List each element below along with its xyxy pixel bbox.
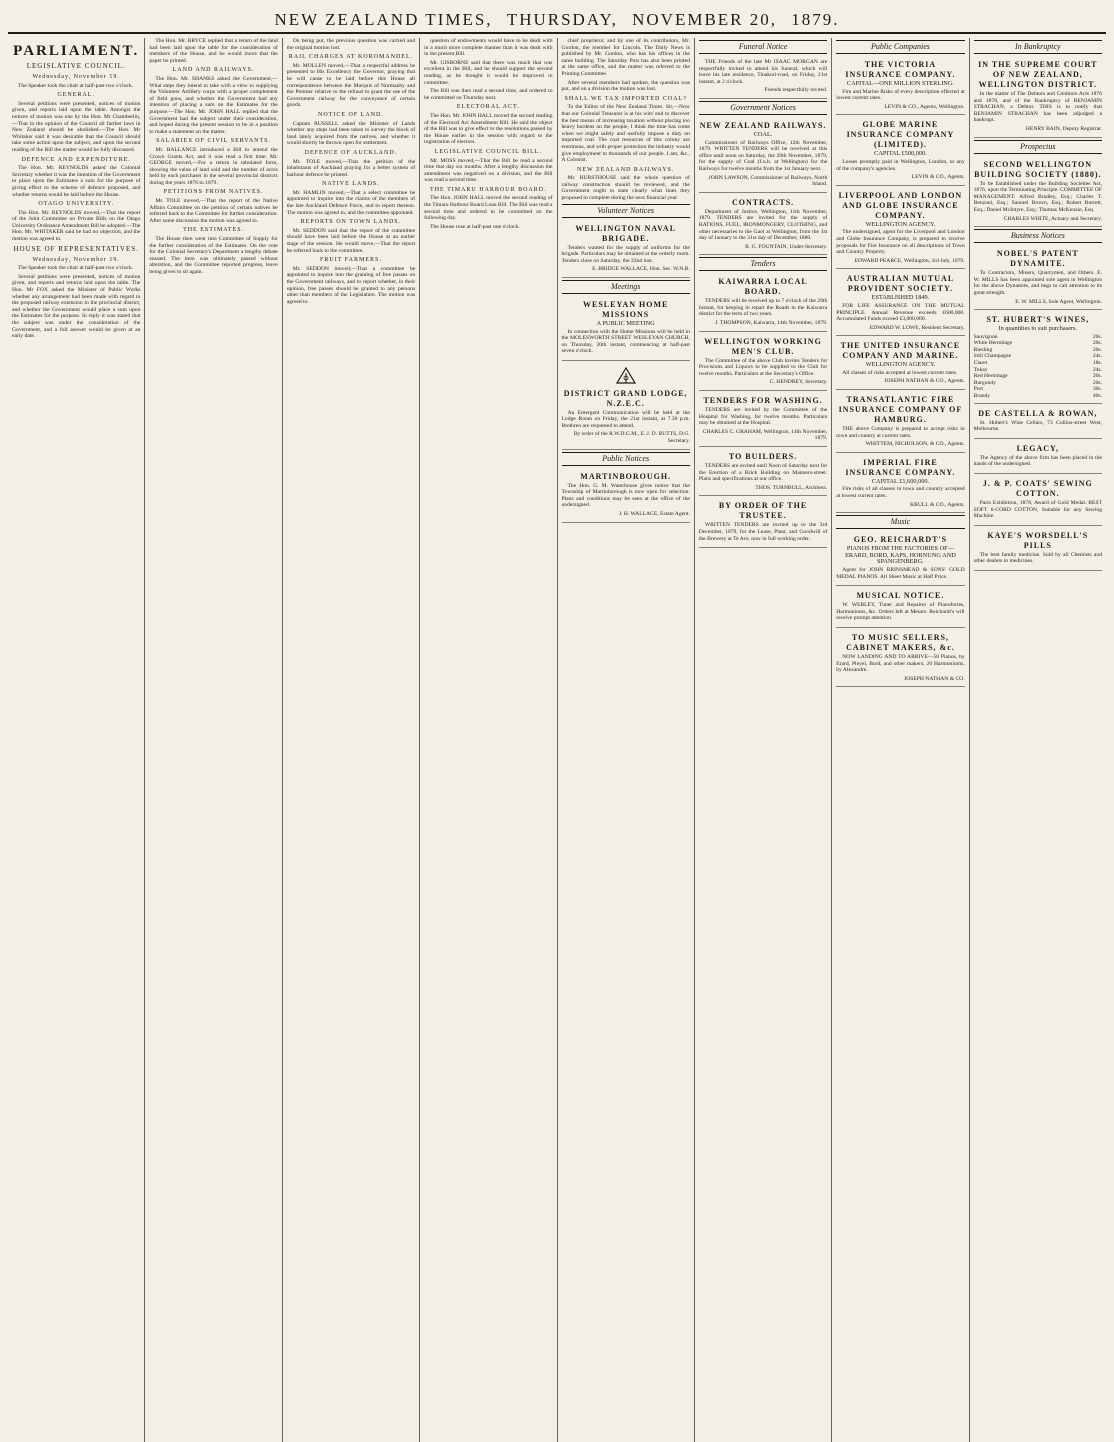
article-paragraph: Mr. TOLE moved,—That the report of the Native Affairs Committee on the petition of certain natives be referred back to the Committee for further consideration. After some discussion the motion was agreed to.: [149, 198, 278, 224]
house-heading: HOUSE OF REPRESENTATIVES.: [13, 244, 139, 253]
ad-title: THE VICTORIA INSURANCE COMPANY.: [845, 60, 956, 79]
wine-price: 24s.: [1092, 366, 1102, 373]
ad-subtitle: CAPITAL—ONE MILLION STERLING.: [846, 80, 954, 87]
article-paragraph: Mr. TOLE moved,—That the petition of the inhabitants of Auckland praying for a better system of harbour defence be printed.: [286, 158, 416, 178]
wine-price: 20s.: [1092, 373, 1102, 380]
section-heading: DEFENCE OF AUCKLAND.: [304, 149, 398, 156]
section-heading: THE TIMARU HARBOUR BOARD.: [430, 186, 547, 193]
ad-title: NEW ZEALAND RAILWAYS.: [699, 120, 827, 130]
ad-title: IMPERIAL FIRE INSURANCE COMPANY.: [845, 457, 956, 477]
column-7: [832, 38, 969, 1442]
ad-title: DE CASTELLA & ROWAN,: [978, 408, 1098, 418]
wine-price: 40s.: [1092, 393, 1102, 400]
article-paragraph: The Hon. Mr. JOHN HALL moved the second reading of the Electoral Act Amendment Bill. He said the object of the Bill was to give effect to the resolutions passed by the House earlier in the session with regard to the registration of electors.: [424, 112, 553, 146]
ad-title: WESLEYAN HOME MISSIONS: [582, 300, 669, 320]
column-4: [420, 38, 557, 1442]
article-paragraph: Mr. SEDDON moved,—That a committee be appointed to inquire into the granting of free passes on the Government railways, and to report whether, in their opinion, free passes should be granted to any persons other than members of the Legislature. The motion was agreed to.: [286, 265, 416, 305]
ad-subtitle: CAPITAL £500,000.: [874, 150, 927, 158]
working-mens-club-ad: [699, 334, 827, 391]
list-item: [974, 353, 1102, 360]
wine-name: Port: [973, 386, 983, 393]
ad-body: Tenders wanted for the supply of uniforms for the brigade. Particulars may be obtained at the orderly room. Tenders close on Saturday, the 22nd inst.: [561, 244, 690, 264]
ad-body: TENDERS will be received up to 7 o'clock of the 29th instant, for keeping in repair the Roads in the Kaiwarra district for the term of two years.: [698, 298, 828, 318]
ad-title: MUSICAL NOTICE.: [856, 591, 945, 601]
kayes-pills-ad: [974, 528, 1102, 571]
article-paragraph: Several petitions were presented, notices of motion given, and reports and returns laid upon the table. The Hon. Mr FOX asked the Minister of Public Works whether any arrangement had been made with regard to the proposed railway extension in the provincial district, and whether the Government would place a sum upon the Estimates for the purpose. In reply it was stated that the subject was under the consideration of the Government, and a full answer would be given at an early date.: [12, 273, 141, 340]
article-paragraph: The Hon. Mr. BRYCE replied that a return of the land had been laid upon the table for the consideration of members of the House, and he would move that the paper be printed.: [149, 38, 278, 64]
ad-body: The Committee of the above Club invites Tenders for Provisions and Liquors to be supplied to the Club for twelve months. Particulars at the Secretary's Office.: [698, 357, 828, 377]
masonic-emblem-icon: [562, 367, 690, 387]
column-8: [970, 38, 1106, 1442]
ad-body: Losses promptly paid in Wellington, London, or any of the company's agencies.: [836, 158, 965, 172]
victoria-insurance-ad: [836, 57, 964, 115]
prospectus-header: Prospectus: [974, 140, 1102, 154]
wine-name: Burgundy: [973, 379, 996, 386]
ad-body: St. Hubert's Wine Cellars, 73 Collins-street West, Melbourne.: [973, 419, 1102, 433]
ad-signature: HENRY BAIN, Deputy Registrar.: [1025, 125, 1102, 132]
ad-body: TENDERS are invited by the Committee of the Hospital for Washing, for twelve months. Particulars may be obtained at the Hospital.: [698, 407, 828, 427]
ad-body: Commissioner of Railways Office, 12th November, 1879. WRITTEN TENDERS will be received at this office until noon on Saturday, the 29th November, 1879, for the supply of Coal (f.o.b. at Wellington) for the Railways for twelve months from the 1st January next.: [698, 139, 828, 172]
ad-body: FOR LIFE ASSURANCE ON THE MUTUAL PRINCIPLE. Annual Revenue exceeds £600,000. Accumulated Funds exceed £3,000,000.: [836, 302, 965, 323]
ad-title: TO BUILDERS.: [728, 452, 798, 461]
article-paragraph: Mr. BALLANCE introduced a Bill to amend the Crown Grants Act, and it was read a first time. Mr. GEORGE moved,—For a return in tabulated form, showing the value of land sold and the number of acres held by each purchaser in the several provincial districts during the years 1876 to 1879.: [149, 146, 278, 186]
section-heading: NATIVE LANDS.: [322, 181, 380, 188]
martinborough-ad: [562, 469, 690, 523]
list-item: [974, 393, 1102, 400]
wine-name: Tokay: [973, 366, 988, 373]
article-paragraph: The Speaker took the chair at half-past two o'clock.: [18, 265, 134, 272]
ad-signature: R. G. FOUNTAIN, Under-Secretary.: [745, 243, 828, 250]
ad-title: LIVERPOOL AND LONDON AND GLOBE INSURANCE COMPANY.: [838, 190, 963, 220]
ad-signature: C. HENDREY, Secretary.: [769, 379, 828, 386]
ad-title: TENDERS FOR WASHING.: [703, 396, 823, 406]
ad-body: The best family medicine. Sold by all Chemists and other dealers in medicines.: [973, 551, 1102, 565]
section-heading: REPORTS ON TOWN LANDS.: [300, 219, 402, 226]
ad-subtitle: WELLINGTON AGENCY.: [865, 220, 936, 228]
masthead: [8, 6, 1106, 34]
section-heading: RAIL CHARGES AT KOROMANDEL.: [288, 54, 414, 61]
wine-name: Riesling: [973, 346, 993, 353]
ad-body: To be Established under the Building Societies Act, 1876, upon the Terminating Principle. COMMITTEE OF MANAGEMENT: Alfred Bradley, Esq.; Charles T. Benzoni, Esq.; Samuel Brown, Esq.; Robert Burrett, Esq.; Daniel McIntyre, Esq.; Thomas McKenzie, Esq.: [973, 180, 1102, 213]
article-paragraph: On being put, the previous question was carried and the original motion lost.: [286, 38, 416, 51]
ad-signature: LEVIN & CO., Agents, Wellington.: [884, 103, 965, 110]
ad-body: Fire risks of all classes in town and country accepted at lowest current rates.: [836, 486, 965, 500]
ad-body: In the matter of The Debtors and Creditors Acts 1876 and 1878, and of the Bankruptcy of BENJAMIN STRACHAN, a Debtor. THIS is to notify that BENJAMIN STRACHAN has been adjudged a bankrupt.: [973, 91, 1102, 124]
list-item: [974, 360, 1102, 367]
ad-signature: EDWARD W. LOWE, Resident Secretary.: [869, 324, 965, 331]
ad-title: KAYE'S WORSDELL'S PILLS: [987, 530, 1089, 550]
column-5: [558, 38, 695, 1442]
tenders-header: Tenders: [699, 257, 827, 271]
ad-body: Fire and Marine Risks of every description effected at lowest current rates.: [836, 88, 965, 102]
ad-subtitle: PIANOS FROM THE FACTORIES OF— ERARD, BORD, KAPS, HORNUNG AND SPANGENBERG.: [845, 545, 956, 566]
ad-body: Agent for JOHN BRINSMEAD & SONS' GOLD MEDAL PIANOS. All Sheet Music at Half Price.: [836, 567, 965, 580]
article-paragraph: question of endowments would have to be dealt with in a much more complete manner than it was dealt with in the present Bill.: [424, 38, 553, 58]
transatlantic-insurance-ad: [836, 392, 964, 453]
list-item: [974, 380, 1102, 387]
wine-name: Sauvignon: [973, 333, 998, 340]
letter-paragraph: To the Editor of the New Zealand Times. Sir,—Now that our Colonial Treasurer is at his wits' end to discover the best means of increasing taxation without placing too heavy burdens on the people, I think the time has come when we might safely and usefully impose a duty on imported coal. The coal resources of this colony are enormous, and with proper protection the industry would give employment to thousands of our people. I am, &c., A Colonist.: [561, 104, 690, 164]
ad-title: SECOND WELLINGTON BUILDING SOCIETY (1880).: [974, 159, 1102, 179]
builders-ad: [699, 449, 827, 496]
ad-title: BY ORDER OF THE TRUSTEE.: [718, 501, 808, 521]
ad-title: TRANSATLANTIC FIRE INSURANCE COMPANY OF HAMBURG.: [838, 395, 963, 425]
ad-signature: By order of the R.W.D.G.M., E. J. D. BUTTS, D.G. Secretary.: [573, 431, 690, 444]
ad-title: IN THE SUPREME COURT OF NEW ZEALAND, WELLINGTON DISTRICT.: [978, 60, 1098, 89]
article-paragraph: The Hon. JOHN HALL moved the second reading of the Timaru Harbour Board Loan Bill. The Bill was read a second time and ordered to be committed on the following day.: [424, 195, 553, 222]
wine-price: 20s.: [1092, 340, 1102, 347]
ad-title: LEGACY,: [1016, 443, 1060, 453]
article-paragraph: After several members had spoken, the question was put, and on a division the motion was lost.: [561, 79, 690, 93]
ad-title: GEO. REICHARDT'S: [853, 535, 948, 545]
column-2: [145, 38, 282, 1442]
railways-ad: [699, 118, 827, 193]
ad-body: To Contractors, Miners, Quarrymen, and Others. E. W. MILLS has been appointed sole agent in Wellington for the above Dynamite, and begs to call attention to its great strength.: [973, 270, 1102, 296]
section-heading: GENERAL.: [57, 92, 95, 99]
ad-signature: EDWARD PEARCE, Wellington, 3rd July, 1879.: [854, 257, 965, 264]
ad-subtitle: A PUBLIC MEETING: [596, 320, 655, 328]
article-paragraph: Mr. MOLLEN moved,—That a respectful address be presented to His Excellency the Governor, praying that he will cause to be laid before this House all correspondence between the Marquis of Normanby and the Premier relative to the refusal to grant the use of the Government railway for the conveyance of certain goods.: [286, 62, 416, 109]
dynamite-ad: [974, 246, 1102, 310]
ad-subtitle: COAL.: [753, 130, 773, 138]
wine-price: 24s.: [1092, 353, 1102, 360]
ad-body: Paris Exhibition, 1878, Award of Gold Medal. BEST SOFT 6-CORD COTTON, Suitable for any Sewing Machine.: [973, 500, 1102, 520]
list-item: [974, 347, 1102, 354]
article-paragraph: The Hon. Mr. REYNOLDS asked the Colonial Secretary whether it was the intention of the Government to place upon the Estimates a sum for the purpose of giving effect to the scheme of defence proposed, and whether returns would be laid before the House.: [12, 165, 141, 198]
ad-subtitle: CAPITAL £1,600,000.: [871, 477, 930, 485]
ad-title: WELLINGTON NAVAL BRIGADE.: [575, 223, 677, 243]
ad-subtitle: ESTABLISHED 1849.: [871, 294, 930, 302]
reichardt-pianos-ad: [836, 532, 964, 586]
council-heading: LEGISLATIVE COUNCIL.: [26, 62, 126, 70]
article-paragraph: chief proprietor, and by one of its contributors, Mr. Gordon, the member for Lincoln. The Daily News is published by Mr. Gordon, who has his offices in the same building. The Saturday Post has also been printed at the same office, and the matter was referred to the Printing Committee.: [561, 38, 690, 77]
coats-cotton-ad: [974, 476, 1102, 526]
building-society-ad: [974, 157, 1102, 228]
ad-signature: JOHN LAWSON, Commissioner of Railways, North Island.: [708, 174, 828, 188]
st-huberts-wines-ad: [974, 312, 1102, 404]
contracts-ad: [699, 195, 827, 256]
article-paragraph: Mr. HAMLIN moved,—That a select committee be appointed to inquire into the claims of the members of the late Auckland Defence Force, and to report thereon. The motion was agreed to, and the committee appointed.: [286, 189, 416, 216]
ad-body: WRITTEN TENDERS are invited up to the 3rd December, 1879, for the Lease, Plant, and Goodwill of the Brewery at Te Aro, now in full working order.: [698, 522, 828, 542]
wine-price-list: [974, 334, 1102, 400]
article-paragraph: Mr. SEDDON said that the report of the committee should have been laid before the House at an earlier stage of the session. He would move,—That the report be referred back to the committee.: [286, 227, 416, 254]
naval-brigade-ad: [562, 221, 690, 278]
wine-price: 30s.: [1092, 386, 1102, 393]
meetings-header: Meetings: [562, 280, 690, 294]
ad-body: The Agency of the above firm has been placed in the hands of the undersigned.: [973, 454, 1102, 468]
amp-society-ad: [836, 271, 964, 336]
section-heading: NEW ZEALAND RAILWAYS.: [576, 166, 675, 173]
article-paragraph: The Hon. Mr. REYNOLDS moved,—That the report of the Joint Committee on Private Bills on the Otago University Ordinance Amendment Bill be adopted.—The Hon. Mr. WHITAKER said he had no objection, and the motion was agreed to.: [12, 209, 141, 243]
ad-body: Department of Justice, Wellington, 11th November, 1879. TENDERS are invited for the supply of RATIONS, FUEL, IRONMONGERY, CLOTHING, and other necessaries to the Gaol at Wellington, from the 1st day of January to the 31st day of December, 1880.: [698, 208, 828, 242]
funeral-ad: [699, 57, 827, 99]
section-heading: NOTICE OF LAND.: [318, 111, 384, 118]
ad-body: In connection with the Home Missions will be held in the MOLESWORTH STREET WESLEYAN CHURCH, on Thursday, 20th instant, commencing at half-past seven o'clock.: [561, 328, 690, 355]
section-heading: FRUIT FARMERS.: [320, 257, 382, 264]
column-1: [8, 38, 145, 1442]
masthead-year: 1879.: [791, 10, 840, 29]
ad-signature: E. BRIDGE WALLACE, Hon. Sec. W.N.B.: [592, 266, 690, 273]
section-heading: OTAGO UNIVERSITY.: [38, 201, 115, 208]
ad-subtitle: In quantities to suit purchasers.: [998, 325, 1078, 333]
list-item: [974, 340, 1102, 347]
masthead-date: NOVEMBER 20,: [632, 10, 778, 29]
ad-title: DISTRICT GRAND LODGE, N.Z.E.C.: [563, 388, 688, 408]
article-paragraph: The Speaker took the chair at half-past two o'clock.: [18, 82, 134, 89]
ad-title: CONTRACTS.: [731, 197, 795, 207]
article-paragraph: The Hon. Mr. SHANKS asked the Government,—What steps they intend to take with a view to supplying the Volunteer Artillery corps with a proper complement of field guns, and whether the Government had any intention of placing a sum on the Estimates for the purpose.—The Hon. Mr. JOHN HALL replied that the Government had the subject under their consideration, and hoped during the present session to be in a position to make a statement on the matter.: [149, 75, 278, 135]
government-notices-header: Government Notices: [699, 101, 827, 115]
ad-body: TENDERS are invited until Noon of Saturday next for the Erection of a Brick Building on Manners-street. Plans and specifications at our office.: [698, 463, 828, 483]
masthead-title: NEW ZEALAND TIMES,: [274, 10, 493, 29]
public-companies-header: Public Companies: [836, 40, 964, 54]
ad-signature: J. H. WALLACE, Estate Agent.: [618, 510, 690, 517]
ad-signature: CHARLES C. GRAHAM, Wellington, 14th November, 1879.: [702, 428, 828, 442]
article-paragraph: Several petitions were presented, notices of motion given, and reports laid upon the table. Amongst the notices of motion was one by the Hon. Mr Chamberlin,—That in the opinion of the Council all further laws in New Zealand should be abolished.—The Hon. Mr Whitaker said it was desirable that the Council should take some action upon the subject, and upon the second reading of the Bill the matter would be fully discussed.: [12, 100, 141, 153]
ad-signature: KRULL & CO., Agents.: [910, 501, 965, 508]
ad-signature: JOSEPH NATHAN & CO., Agents.: [884, 378, 965, 385]
wine-price: 20s.: [1092, 346, 1102, 353]
ad-signature: THOS. TURNBULL, Architect.: [755, 484, 828, 491]
ad-signature: WHITTEM, NICHOLSON, & CO., Agents.: [865, 441, 965, 448]
article-paragraph: Captain RUSSELL asked the Minister of Lands whether any steps had been taken to survey the block of land lately acquired from the natives, and whether it would shortly be thrown open for settlement.: [286, 120, 416, 147]
article-paragraph: The House rose at half-past one o'clock.: [430, 223, 520, 230]
section-heading: ELECTORAL ACT.: [456, 104, 520, 111]
ad-signature: LEVIN & CO., Agents.: [911, 174, 965, 181]
ad-title: KAIWARRA LOCAL BOARD.: [718, 277, 808, 297]
council-date: Wednesday, November 19.: [32, 74, 120, 80]
section-heading: DEFENCE AND EXPENDITURE.: [21, 156, 131, 163]
section-heading: SHALL WE TAX IMPORTED COAL?: [564, 95, 687, 102]
business-notices-header: Business Notices: [974, 229, 1102, 243]
music-sellers-ad: [836, 630, 964, 687]
kaiwarra-ad: [699, 274, 827, 331]
list-item: [974, 373, 1102, 380]
section-heading: THE ESTIMATES.: [183, 227, 245, 234]
ad-title: J. & P. COATS' SEWING COTTON.: [982, 479, 1093, 498]
trustee-ad: [699, 498, 827, 548]
article-paragraph: Mr. HURSTHOUSE said the whole question of railway construction should be reviewed, and the Government ought to state clearly what lines they proposed to complete during the next financial year.: [561, 175, 690, 202]
ad-body: NOW LANDING AND TO ARRIVE—50 Pianos, by Erard, Pleyel, Bord, and other makers; 20 Harmoniums, by Alexandre.: [836, 653, 965, 674]
wesleyan-ad: [562, 297, 690, 361]
wine-name: Brandy: [973, 393, 991, 400]
list-item: [974, 334, 1102, 341]
column-3: [283, 38, 420, 1442]
article-paragraph: Mr. GISBORNE said that there was much that was excellent in the Bill, and he should support the second reading, as he thought it would be improved in committee.: [424, 59, 553, 86]
ad-body: W. WEBLEY, Tuner and Repairer of Pianofortes, Harmoniums, &c. Orders left at Messrs. Reichardt's will receive prompt attention.: [836, 602, 965, 622]
wine-price: 20s.: [1092, 333, 1102, 340]
wine-name: Claret: [973, 360, 988, 367]
ad-title: TO MUSIC SELLERS, CABINET MAKERS, &c.: [846, 632, 955, 652]
ad-body: The Hon. G. M. Waterhouse gives notice that the Township of Martinborough is now open for selection. Plans and conditions may be seen at the office of the undersigned.: [561, 482, 690, 509]
ad-signature: CHARLES WHITE, Actuary and Secretary.: [1003, 215, 1102, 222]
ad-title: MARTINBOROUGH.: [580, 471, 672, 481]
section-heading: PETITIONS FROM NATIVES.: [163, 189, 264, 196]
section-heading: SALARIES OF CIVIL SERVANTS.: [156, 138, 271, 145]
masthead-day: THURSDAY,: [506, 10, 618, 29]
wine-name: Red Hermitage: [973, 373, 1008, 380]
list-item: [974, 367, 1102, 374]
ad-body: An Emergent Communication will be held at the Lodge Room on Friday, the 21st instant, at 7.30 p.m. Brethren are requested to attend.: [561, 409, 690, 429]
ad-title: ST. HUBERT'S WINES,: [986, 315, 1090, 325]
bankruptcy-header: In Bankruptcy: [974, 40, 1102, 54]
column-6: [695, 38, 832, 1442]
section-heading: LAND AND RAILWAYS.: [172, 67, 255, 74]
legacy-ad: [974, 441, 1102, 474]
music-header: Music: [836, 515, 964, 529]
ad-body: The undersigned, agent for the Liverpool and London and Globe Insurance Company, is prepared to receive proposals for Fire Insurance on all descriptions of Town and Country Property.: [836, 229, 965, 256]
wine-price: 20s.: [1092, 379, 1102, 386]
ad-body: All classes of risks accepted at lowest current rates.: [842, 369, 958, 376]
public-notices-header: Public Notices: [562, 452, 690, 466]
list-item: [974, 386, 1102, 393]
wine-price: 18s.: [1092, 360, 1102, 367]
funeral-notice-header: Funeral Notice: [699, 40, 827, 54]
ad-signature: J. THOMPSON, Kaiwarra, 14th November, 1879.: [715, 320, 828, 327]
bankruptcy-ad: [974, 57, 1102, 138]
parliament-title: PARLIAMENT.: [13, 43, 140, 59]
grand-lodge-ad: [562, 363, 690, 450]
article-paragraph: The House then went into Committee of Supply for the further consideration of the Estimates. On the vote for the Colonial Secretary's Department a lengthy debate ensued. The item was ultimately passed without alteration, and the Committee reported progress, leave being given to sit again.: [149, 236, 278, 275]
imperial-insurance-ad: [836, 455, 964, 513]
musical-notice-ad: [836, 588, 964, 628]
wine-name: White Hermitage: [973, 340, 1013, 347]
ad-body: THE Friends of the late Mr ISAAC MORGAN are respectfully invited to attend his funeral, which will leave his late residence, Tinakori-road, on Friday, 21st instant, at 2 o'clock.: [698, 59, 828, 85]
united-insurance-ad: [836, 338, 964, 390]
ad-title: WELLINGTON WORKING MEN'S CLUB.: [704, 336, 822, 356]
ad-title: GLOBE MARINE INSURANCE COMPANY (LIMITED).: [846, 120, 955, 150]
volunteer-notices-header: Volunteer Notices: [562, 204, 690, 218]
house-date: Wednesday, November 19.: [32, 256, 120, 263]
ad-subtitle: WELLINGTON AGENCY.: [865, 361, 936, 369]
columns: [8, 38, 1106, 1442]
globe-marine-ad: [836, 117, 964, 185]
section-heading: LEGISLATIVE COUNCIL BILL.: [434, 148, 542, 155]
article-paragraph: Mr. MOSS moved,—That the Bill be read a second time that day six months. After a lengthy discussion the amendment was negatived on a division, and the Bill was read a second time.: [424, 157, 553, 184]
ad-title: AUSTRALIAN MUTUAL PROVIDENT SOCIETY.: [846, 274, 955, 294]
ad-signature: Friends respectfully invited.: [764, 87, 828, 94]
ad-body: THE above Company is prepared to accept risks in town and country at current rates.: [836, 426, 965, 439]
ad-title: NOBEL'S PATENT DYNAMITE.: [996, 249, 1079, 269]
ad-signature: E. W. MILLS, Sole Agent, Wellington.: [1015, 298, 1102, 305]
washing-tender-ad: [699, 393, 827, 447]
article-paragraph: The Bill was then read a second time, and ordered to be committed on Thursday next.: [424, 88, 553, 101]
ad-title: THE UNITED INSURANCE COMPANY AND MARINE.: [840, 341, 961, 361]
wine-name: Still Champagne: [973, 353, 1012, 360]
ad-signature: JOSEPH NATHAN & CO.: [904, 675, 965, 682]
liverpool-insurance-ad: [836, 188, 964, 270]
de-castella-ad: [974, 406, 1102, 439]
